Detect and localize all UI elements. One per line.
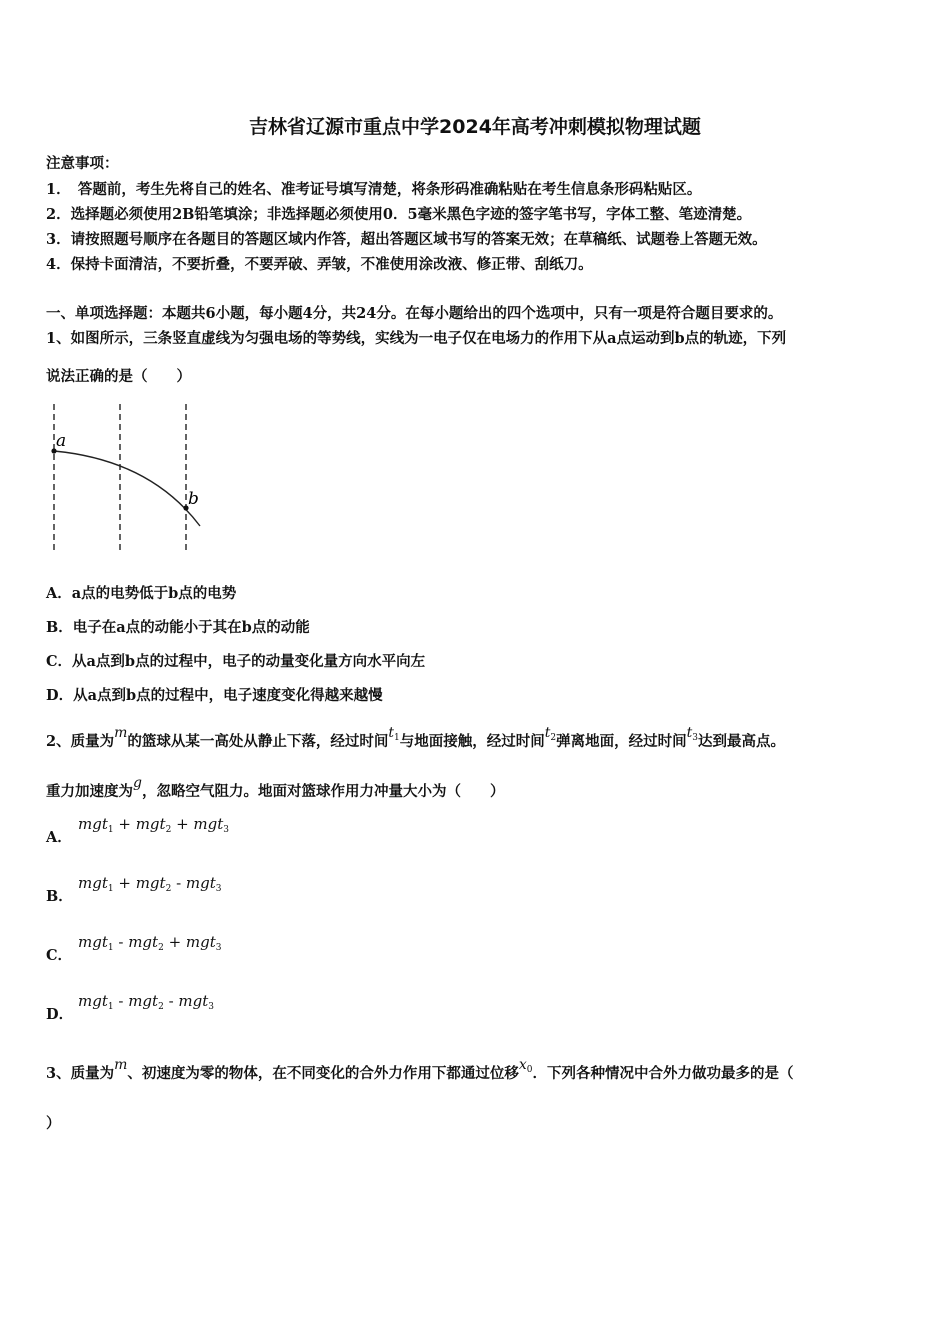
q2-stem-line2: 重力加速度为g，忽略空气阻力。地面对篮球作用力冲量大小为（ ） xyxy=(46,775,505,800)
q2-option-c-formula: mgt$_1$ - mgt$_2$ + mgt$_3$ xyxy=(78,933,222,953)
var-t3: $t_3$ xyxy=(686,725,698,743)
q1-option-c: C．从a点到b点的过程中，电子的动量变化量方向水平向左 xyxy=(46,653,426,670)
q1-stem-line2: 说法正确的是（ ） xyxy=(46,368,191,385)
q2-text-2: 的篮球从某一高处从静止下落，经过时间 xyxy=(127,733,389,750)
q2-stem-line1 xyxy=(46,725,785,752)
q2-text-3: 与地面接触，经过时间 xyxy=(399,733,545,750)
q2-option-d-formula: mgt$_1$ - mgt$_2$ - mgt$_3$ xyxy=(78,992,214,1012)
q2-text-5: 达到最高点。 xyxy=(698,733,785,750)
label-b: b xyxy=(188,489,199,509)
q2-option-a-label: A． xyxy=(46,829,72,846)
q1-option-a: A．a点的电势低于b点的电势 xyxy=(46,585,237,602)
q2-option-d-label: D． xyxy=(46,1006,74,1023)
notice-item-4: 4．保持卡面清洁，不要折叠，不要弄破、弄皱，不准使用涂改液、修正带、刮纸刀。 xyxy=(46,256,593,273)
q2-text-4: 弹离地面，经过时间 xyxy=(556,733,687,750)
q3-stem-line2: ） xyxy=(46,1115,61,1132)
q2-option-b-label: B． xyxy=(46,888,73,905)
q1-option-b: B．电子在a点的动能小于其在b点的动能 xyxy=(46,619,310,636)
page-title: 吉林省辽源市重点中学2024年高考冲刺模拟物理试题 xyxy=(249,116,701,138)
electron-trajectory xyxy=(54,451,200,526)
q3-stem-line1: 3、质量为m、初速度为零的物体，在不同变化的合外力作用下都通过位移$x_0$．下列各种情况中合外力做功最多的是（ xyxy=(46,1057,794,1082)
q1-option-d: D．从a点到b点的过程中，电子速度变化得越来越慢 xyxy=(46,687,383,704)
notice-heading: 注意事项： xyxy=(46,155,119,172)
q2-option-a-formula: mgt$_1$ + mgt$_2$ + mgt$_3$ xyxy=(78,815,229,835)
label-a: a xyxy=(56,431,67,451)
q1-figure xyxy=(40,400,215,560)
var-t2: $t_2$ xyxy=(544,725,557,743)
section-heading: 一、单项选择题：本题共6小题，每小题4分，共24分。在每小题给出的四个选项中，只有一项是符合题目要求的。 xyxy=(46,305,783,322)
q2-text-1: 2、质量为 xyxy=(46,733,115,750)
q2-option-c-label: C． xyxy=(46,947,73,964)
notice-item-3: 3．请按照题号顺序在各题目的答题区域内作答，超出答题区域书写的答案无效；在草稿纸、试题卷上答题无效。 xyxy=(46,231,767,248)
var-t1: $t_1$ xyxy=(388,725,400,743)
q1-stem-line1: 1、如图所示，三条竖直虚线为匀强电场的等势线，实线为一电子仅在电场力的作用下从a点运动到b点的轨迹，下列 xyxy=(46,330,787,347)
notice-item-2: 2．选择题必须使用2B铅笔填涂；非选择题必须使用0．5毫米黑色字迹的签字笔书写，字体工整、笔迹清楚。 xyxy=(46,206,752,223)
var-m: m xyxy=(114,725,128,741)
var-x0: $x_0$ xyxy=(518,1057,533,1075)
var-m-q3: m xyxy=(114,1057,128,1073)
notice-item-1: 1． 答题前，考生先将自己的姓名、准考证号填写清楚，将条形码准确粘贴在考生信息条形码粘贴区。 xyxy=(46,181,702,198)
q2-option-b-formula: mgt$_1$ + mgt$_2$ - mgt$_3$ xyxy=(78,874,222,894)
var-g: g xyxy=(133,775,142,791)
